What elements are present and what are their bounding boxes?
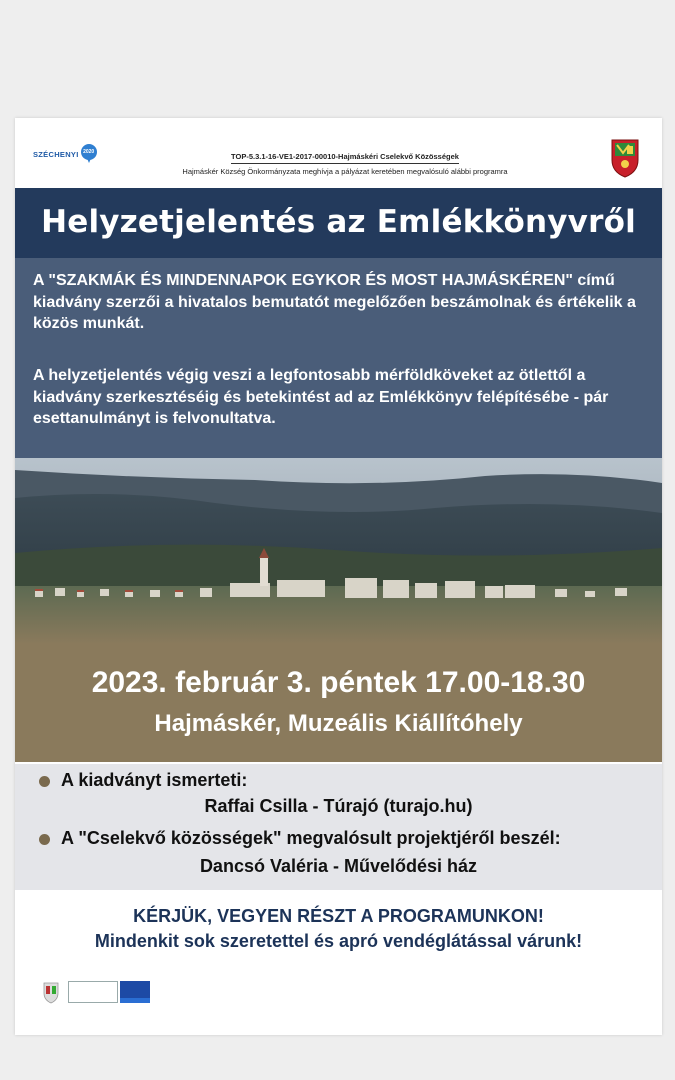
event-venue: Hajmáskér, Muzeális Kiállítóhely [154,710,523,737]
coat-of-arms-icon [610,138,640,178]
location-pin-icon [81,144,97,164]
speakers-section [15,764,662,890]
footer-message [15,904,662,954]
bullet-icon [39,776,50,787]
poster-header [15,118,662,188]
hungarian-crest-icon [40,980,62,1004]
intro-section [15,258,662,458]
header-info [135,146,555,176]
eu-flag-icon [120,981,150,1003]
szechenyi-logo [33,144,97,164]
footer-line-2: Mindenkit sok szeretettel és apró vendéglátással várunk! [94,931,583,951]
speaker-2-name: Dancsó Valéria - Művelődési ház [199,856,478,876]
event-date-time: 2023. február 3. péntek 17.00-18.30 [91,666,586,699]
speaker-1-name: Raffai Csilla - Túrajó (turajo.hu) [204,796,473,816]
szechenyi-logo-text: SZÉCHENYI [33,149,79,159]
bullet-icon [39,834,50,845]
intro-paragraph-2: A helyzetjelentés végig veszi a legfontosabb mérföldköveket az ötlettől a kiadvány szerkesztéséig és betekintést ad az Emlékkönyv felépítésébe - pár esettanulmányt is felvonultatva. [33,367,609,427]
project-code: TOP-5.3.1-16-VE1-2017-00010-Hajmáskéri Cselekvő Közösségek [231,152,459,164]
funding-logos [40,980,150,1004]
szechenyi-year: 2020 [81,144,97,160]
footer-line-1: KÉRJÜK, VEGYEN RÉSZT A PROGRAMUNKON! [133,906,544,926]
landscape-photo [15,458,662,644]
poster-title: Helyzetjelentés az Emlékkönyvről [41,204,636,240]
event-details [15,644,662,762]
invitation-text: Hajmáskér Község Önkormányzata meghívja a pályázat keretében megvalósuló alábbi programra [182,167,508,176]
intro-paragraph-1: A "SZAKMÁK ÉS MINDENNAPOK EGYKOR ÉS MOST HAJMÁSKÉREN" című kiadvány szerzői a hivatalos bemutatót megelőzően beszámolnak és értékelik a közös munkát. [33,272,636,332]
speaker-2-label: A "Cselekvő közösségek" megvalósult projektjéről beszél: [61,828,561,848]
event-poster [15,118,662,1035]
eu-partnership-logo [68,981,118,1003]
speaker-1-label: A kiadványt ismerteti: [61,770,248,790]
